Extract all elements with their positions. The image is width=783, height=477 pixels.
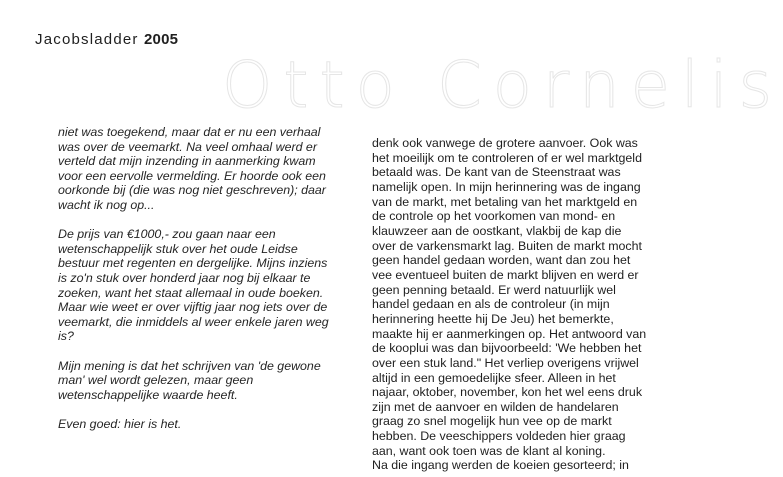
text-line: altijd in een gemoedelijke sfeer. Alleen in het (372, 370, 616, 385)
left-paragraph (58, 227, 358, 344)
text-line: herinnering heette hij De Jeu) het bemerkte, (372, 311, 614, 326)
author-name-watermark: Otto Cornelis (222, 49, 783, 123)
left-column (58, 125, 358, 446)
text-line: over de varkensmarkt lag. Buiten de markt mocht (372, 238, 642, 253)
text-line: wacht ik nog op... (58, 197, 155, 212)
text-line: bestuur met regenten en dergelijke. Mijns inziens (58, 256, 328, 271)
text-line: van de markt, met betaling van het marktgeld en (372, 194, 638, 209)
text-line: zoeken, want het staat allemaal in oude boeken. (58, 285, 324, 300)
page-header (35, 31, 178, 48)
text-line: handel gedaan en als de controleur (in mijn (372, 297, 610, 312)
text-line: oorkonde bij (die was nog niet geschreven); daar (58, 183, 326, 198)
text-line: over een stuk land." Het verliep overigens vrijwel (372, 355, 639, 370)
left-paragraph (58, 125, 358, 213)
left-paragraph (58, 417, 358, 432)
text-line: is zo'n stuk over honderd jaar nog bij elkaar te (58, 270, 311, 285)
text-line: zijn met de aanvoer en wilden de handelaren (372, 399, 619, 414)
text-line: de controle op het voorkomen van mond- en (372, 209, 616, 224)
right-column (372, 136, 672, 473)
text-line: wetenschappelijk stuk over het oude Leidse (58, 241, 298, 256)
text-line: maakte hij er aanmerkingen op. Het antwoord van (372, 326, 647, 341)
text-line: aan, want ook toen was de klant al koning. (372, 443, 606, 458)
text-line: Mijn mening is dat het schrijven van 'de gewone (58, 358, 321, 373)
text-line: wetenschappelijke waarde heeft. (58, 387, 238, 402)
text-line: man' wel wordt gelezen, maar geen (58, 373, 254, 388)
text-line: de kooplui was dan bijvoorbeeld: 'We hebben het (372, 341, 642, 356)
text-line: hebben. De veeschippers voldeden hier graag (372, 429, 626, 444)
text-line: betaald was. De kant van de Steenstraat was (372, 165, 621, 180)
text-line: het moeilijk om te controleren of er wel marktgeld (372, 150, 642, 165)
text-line: klauwzeer aan de oostkant, vlakbij de kap die (372, 223, 622, 238)
left-paragraph (58, 359, 358, 403)
text-line: De prijs van €1000,- zou gaan naar een (58, 227, 276, 242)
text-line: is? (58, 329, 74, 344)
header-series: Jacobsladder (35, 31, 139, 48)
text-line: Even goed: hier is het. (58, 416, 182, 431)
text-line: najaar, oktober, november, kon het wel eens druk (372, 385, 643, 400)
text-line: verteld dat mijn inzending in aanmerking kwam (58, 154, 316, 169)
text-line: was over de veemarkt. Na veel omhaal werd er (58, 139, 317, 154)
text-line: vee eventueel buiten de markt blijven en werd er (372, 267, 639, 282)
text-line: graag zo snel mogelijk hun vee op de markt (372, 414, 612, 429)
text-line: denk ook vanwege de grotere aanvoer. Ook was (372, 136, 638, 150)
right-paragraph (372, 136, 672, 473)
text-line: Maar wie weet er over vijftig jaar nog iets over de (58, 300, 328, 315)
text-line: namelijk open. In mijn herinnering was de ingang (372, 179, 641, 194)
text-line: Na die ingang werden de koeien gesorteerd; in (372, 458, 629, 473)
text-line: niet was toegekend, maar dat er nu een verhaal (58, 125, 321, 139)
text-line: voor een eervolle vermelding. Er hoorde ook een (58, 168, 326, 183)
text-line: veemarkt, die inmiddels al weer enkele jaren weg (58, 314, 329, 329)
text-line: geen penning betaald. Er werd natuurlijk wel (372, 282, 616, 297)
header-year: 2005 (144, 31, 179, 48)
text-line: geen handel gedaan worden, want dan zou het (372, 253, 631, 268)
